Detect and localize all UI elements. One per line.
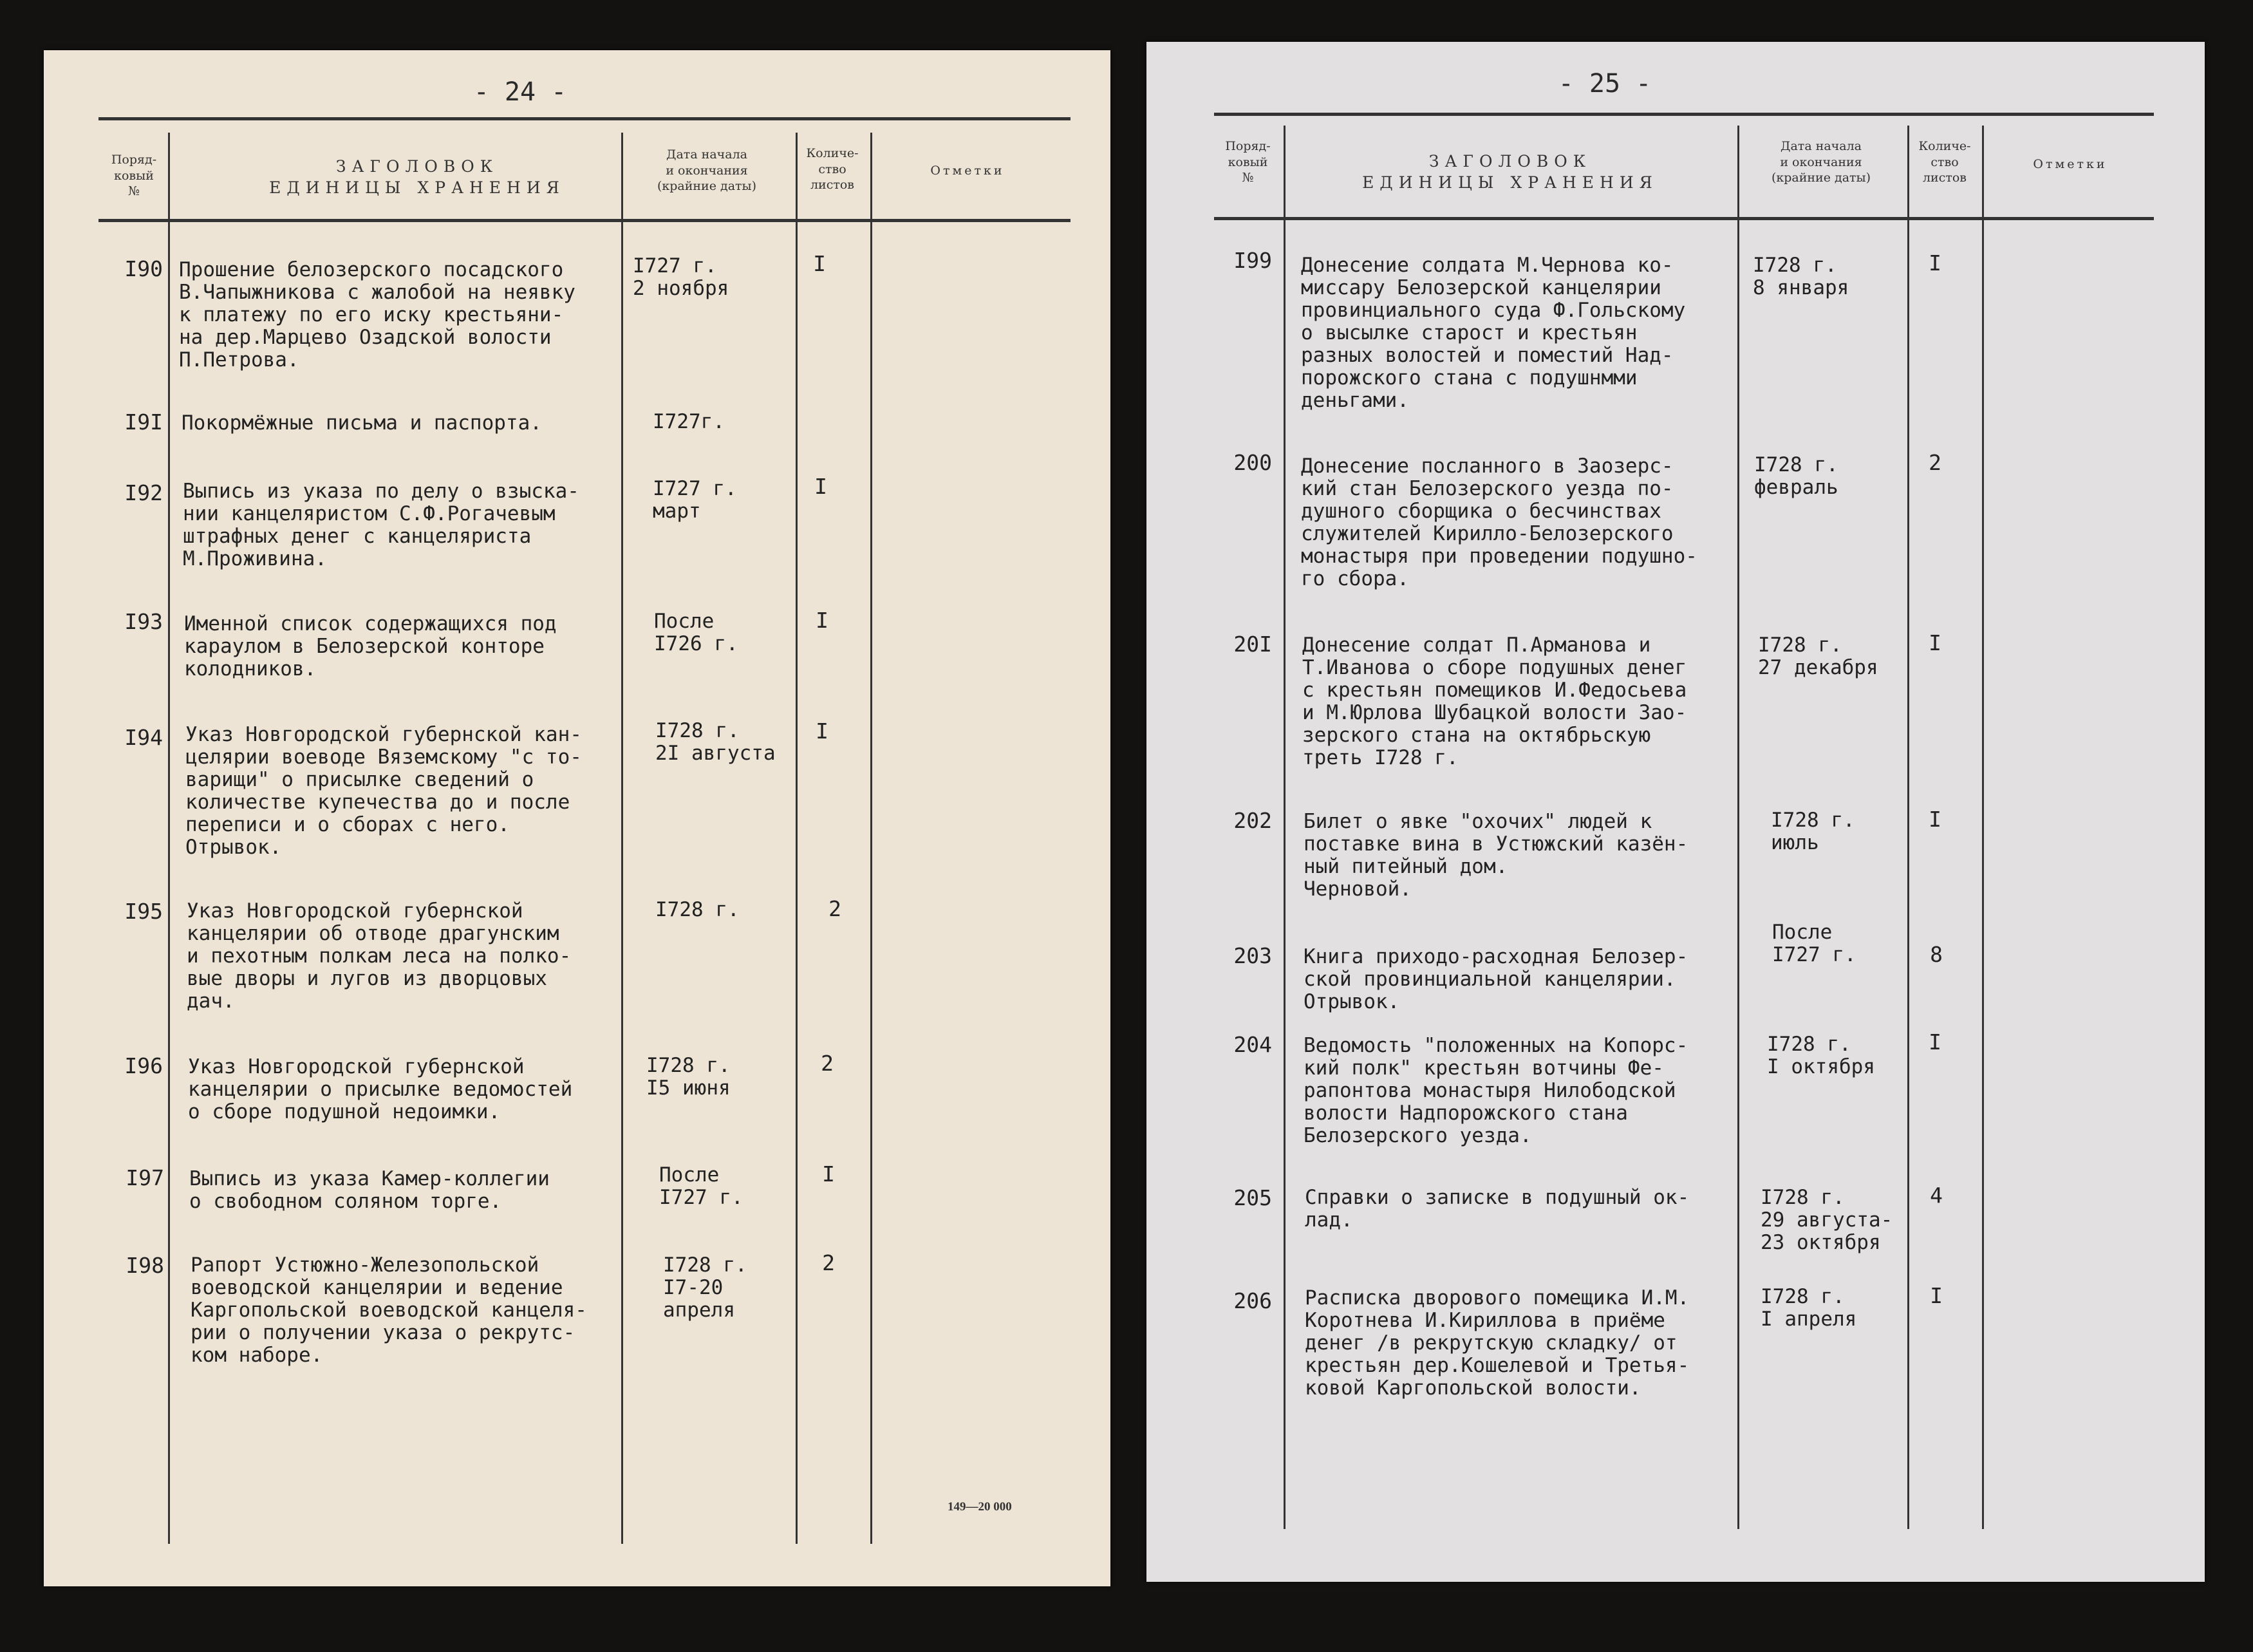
row-date: I728 г. июль: [1771, 809, 1855, 854]
header-num-col: Поряд- ковый №: [111, 153, 157, 199]
row-date: I728 г. 2I августа: [655, 719, 776, 765]
row-date: I728 г. I7-20 апреля: [663, 1253, 747, 1322]
row-date: После I726 г.: [654, 610, 738, 655]
row-title: Рапорт Устюжно-Железопольской воеводской канцелярии и ведение Каргопольской воеводской канцеля- рии о получении указа о рекрутс- ком наборе.: [191, 1253, 587, 1367]
row-date: После I727 г.: [659, 1163, 743, 1209]
header-top-rule: [98, 117, 1070, 120]
page-number: - 25 -: [1558, 69, 1652, 99]
row-number: 204: [1233, 1032, 1272, 1057]
header-count-col: Количе- ство листов: [806, 146, 859, 192]
header-bottom-rule: [98, 219, 1070, 222]
row-sheets: 2: [828, 896, 841, 921]
row-title: Справки о записке в подушный ок- лад.: [1305, 1186, 1690, 1232]
row-sheets: I: [816, 718, 828, 744]
row-title: Книга приходо-расходная Белозер- ской провинциальной канцелярии. Отрывок.: [1304, 945, 1688, 1013]
row-title: Именной список содержащихся под караулом в Белозерской конторе колодников.: [184, 612, 557, 681]
row-sheets: I: [1929, 807, 1941, 832]
column-divider: [168, 133, 170, 1544]
row-date: I727 г. март: [653, 477, 737, 523]
row-date: I728 г. I5 июня: [646, 1054, 731, 1100]
header-bottom-rule: [1214, 217, 2154, 220]
row-number: I9I: [124, 409, 163, 435]
row-date: I728 г.: [655, 898, 740, 921]
row-number: I93: [124, 609, 163, 634]
header-notes-col: Отметки: [2033, 157, 2108, 171]
row-title: Выпись из указа по делу о взыска- нии канцеляристом С.Ф.Рогачевым штрафных денег с канцеляриста М.Проживина.: [183, 480, 579, 570]
print-run-code: 149—20 000: [948, 1500, 1012, 1514]
row-title: Билет о явке "охочих" людей к поставке вина в Устюжский казён- ный питейный дом. Черновой.: [1304, 810, 1688, 901]
row-sheets: 2: [822, 1250, 835, 1275]
header-count-col: Количе- ство листов: [1918, 139, 1971, 185]
row-sheets: I: [822, 1161, 835, 1187]
row-sheets: 8: [1930, 942, 1943, 967]
row-date: I727г.: [653, 410, 725, 433]
row-title: Прошение белозерского посадского В.Чапыжникова с жалобой на неявку к платежу по его иску крестьяни- на дер.Марцево Озадской волости П.Петрова.: [179, 258, 575, 371]
row-number: 205: [1233, 1185, 1272, 1210]
row-sheets: 2: [821, 1051, 834, 1076]
row-number: I98: [126, 1253, 164, 1278]
row-title: Донесение солдата М.Чернова ко- миссару Белозерской канцелярии провинциального суда Ф.Гольскому о высылке старост и крестьян разных волостей и поместий Над- порожского стана с подушнмми деньгами.: [1301, 254, 1686, 412]
column-divider: [1737, 126, 1739, 1529]
row-title: Покормёжные письма и паспорта.: [182, 411, 542, 435]
header-date-col: Дата начала и окончания (крайние даты): [657, 147, 757, 194]
header-notes-col: Отметки: [930, 164, 1005, 178]
row-number: I94: [124, 725, 163, 750]
row-date: I727 г. 2 ноября: [633, 254, 729, 300]
row-number: 206: [1233, 1288, 1272, 1313]
row-sheets: 2: [1929, 450, 1941, 475]
row-title: Ведомость "положенных на Копорс- кий полк" крестьян вотчины Фе- рапонтова монастыря Нилободской волости Надпорожского стана Белозерского уезда.: [1304, 1034, 1688, 1147]
row-date: I728 г. I апреля: [1761, 1285, 1857, 1331]
row-sheets: I: [1930, 1283, 1943, 1308]
row-title: Выпись из указа Камер-коллегии о свободном соляном торге.: [189, 1167, 550, 1213]
row-title: Расписка дворового помещика И.М. Коротнева И.Кириллова в приёме денег /в рекрутскую складку/ от крестьян дер.Кошелевой и Третья- ковой Каргопольской волости.: [1305, 1286, 1690, 1400]
row-number: I96: [124, 1053, 163, 1078]
row-sheets: 4: [1930, 1183, 1943, 1208]
page-number: - 24 -: [473, 77, 567, 107]
column-divider: [1907, 126, 1909, 1529]
column-divider: [1982, 126, 1984, 1529]
page-24-sheet: [44, 50, 1110, 1586]
row-date: I728 г. 29 августа- 23 октября: [1761, 1186, 1893, 1254]
row-date: I728 г. 8 января: [1753, 254, 1849, 299]
column-divider: [796, 133, 798, 1544]
row-number: 20I: [1233, 632, 1272, 657]
column-divider: [870, 133, 872, 1544]
column-divider: [621, 133, 623, 1544]
row-number: I97: [126, 1165, 164, 1190]
row-date: I728 г. февраль: [1754, 453, 1838, 499]
row-date: I728 г. I октября: [1767, 1033, 1875, 1078]
row-sheets: I: [813, 251, 826, 276]
row-sheets: I: [816, 608, 828, 633]
row-date: I728 г. 27 декабря: [1758, 634, 1878, 679]
row-date: После I727 г.: [1772, 921, 1856, 966]
header-num-col: Поряд- ковый №: [1225, 139, 1271, 185]
row-title: Донесение солдат П.Арманова и Т.Иванова о сборе подушных денег с крестьян помещиков И.Федосьева и М.Юрлова Шубацкой волости Зао- зерского стана на октябрьскую треть I728 г.: [1302, 634, 1687, 769]
row-sheets: I: [1929, 1029, 1941, 1055]
row-number: I90: [124, 256, 163, 281]
header-top-rule: [1214, 113, 2154, 116]
row-number: I92: [124, 480, 163, 505]
column-divider: [1284, 126, 1285, 1529]
header-title-col: ЗАГОЛОВОК ЕДИНИЦЫ ХРАНЕНИЯ: [269, 157, 565, 197]
row-sheets: I: [814, 474, 827, 499]
page-25-sheet: [1146, 42, 2205, 1582]
row-title: Указ Новгородской губернской кан- целярии воеводе Вяземскому "с то- варищи" о присылке сведений о количестве купечества до и после переписи и о сборах с него. Отрывок.: [185, 723, 582, 859]
row-title: Донесение посланного в Заозерс- кий стан Белозерского уезда по- душного сборщика о бесчинствах служителей Кирилло-Белозерского монастыря при проведении подушно- го сбора.: [1301, 455, 1697, 590]
row-number: I95: [124, 899, 163, 924]
header-title-col: ЗАГОЛОВОК ЕДИНИЦЫ ХРАНЕНИЯ: [1362, 152, 1658, 192]
row-sheets: I: [1929, 250, 1941, 276]
row-number: I99: [1233, 248, 1272, 273]
row-sheets: I: [1929, 630, 1941, 655]
row-number: 203: [1233, 943, 1272, 968]
row-title: Указ Новгородской губернской канцелярии об отводе драгунским и пехотным полкам леса на полко- вые дворы и лугов из дворцовых дач.: [187, 899, 572, 1013]
row-number: 202: [1233, 808, 1272, 833]
row-title: Указ Новгородской губернской канцелярии о присылке ведомостей о сборе подушной недоимки.: [188, 1055, 573, 1123]
row-number: 200: [1233, 450, 1272, 475]
header-date-col: Дата начала и окончания (крайние даты): [1771, 139, 1871, 185]
